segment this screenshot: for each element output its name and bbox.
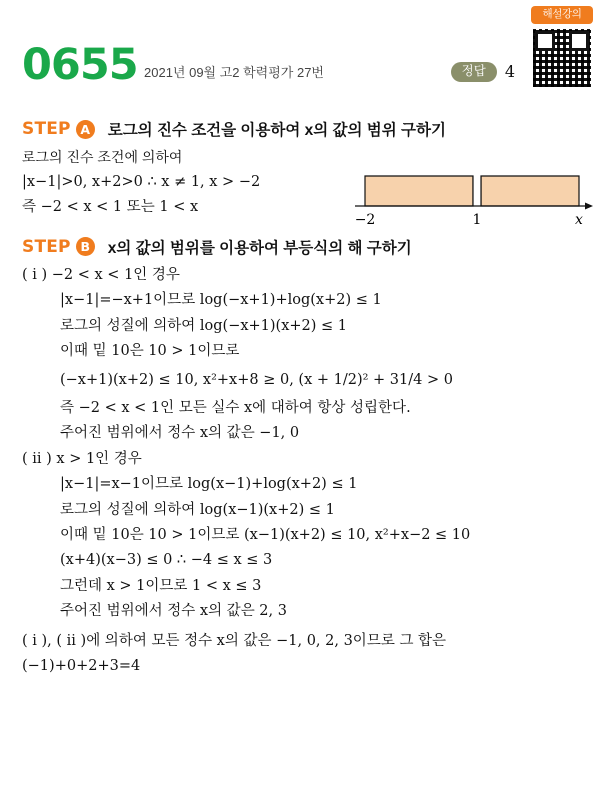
step-b-header: [22, 236, 593, 258]
conclusion-body: [22, 630, 593, 679]
answer-value: 4: [504, 62, 515, 82]
question-number: 0655: [22, 40, 138, 90]
case-1-heading: ( i ) −2 < x < 1인 경우: [22, 266, 180, 283]
case-2-line-1: |x−1|=x−1이므로 log(x−1)+log(x+2) ≤ 1: [60, 476, 358, 493]
step-a-title: 로그의 진수 조건을 이용하여 x의 값의 범위 구하기: [107, 122, 446, 139]
step-b-title: x의 값의 범위를 이용하여 부등식의 해 구하기: [107, 239, 412, 257]
exam-source: 2021년 09월 고2 학력평가 27번: [144, 65, 324, 80]
qr-code-icon[interactable]: [531, 27, 593, 89]
step-a-word: STEP: [22, 119, 71, 139]
shaded-region-right: [481, 176, 579, 206]
axis-arrow: [585, 203, 593, 210]
case-1-line-5: 즉 −2 < x < 1인 모든 실수 x에 대하여 항상 성립한다.: [60, 399, 411, 416]
case-1-line-3: 이때 밑 10은 10 > 1이므로: [60, 343, 240, 360]
case-1-line-6: 주어진 범위에서 정수 x의 값은 −1, 0: [60, 425, 300, 442]
case-2-line-6: 주어진 범위에서 정수 x의 값은 2, 3: [60, 603, 287, 620]
step-b-badge: B: [76, 237, 95, 256]
step-a-line-3: 즉 −2 < x < 1 또는 1 < x: [22, 199, 199, 216]
step-a-badge: A: [76, 120, 95, 139]
case-2-line-3: 이때 밑 10은 10 > 1이므로 (x−1)(x+2) ≤ 10, x²+x−2 ≤ 10: [60, 527, 471, 543]
axis-variable-label: x: [575, 212, 583, 228]
lecture-label: 해설강의: [531, 6, 593, 24]
lecture-qr-block[interactable]: [531, 6, 593, 89]
step-b-word: STEP: [22, 236, 71, 257]
step-a-line-2: |x−1|>0, x+2>0 ∴ x ≠ 1, x > −2: [22, 173, 261, 190]
step-a-line-1: 로그의 진수 조건에 의하여: [22, 149, 183, 165]
shaded-region-left: [365, 176, 473, 206]
answer-area: [451, 62, 515, 82]
case-2-line-5: 그런데 x > 1이므로 1 < x ≤ 3: [60, 577, 262, 594]
case-2-heading: ( ii ) x > 1인 경우: [22, 450, 142, 467]
case-1-line-4: (−x+1)(x+2) ≤ 10, x²+x+8 ≥ 0, (x + 1/2)² + 31/4 > 0: [60, 371, 453, 388]
step-a-header: [22, 118, 593, 140]
conclusion-line-1: ( i ), ( ii )에 의하여 모든 정수 x의 값은 −1, 0, 2, 3이므로 그 합은: [22, 632, 447, 649]
gap-region: [473, 176, 481, 206]
number-line-figure: [355, 168, 593, 230]
case-1-line-1: |x−1|=−x+1이므로 log(−x+1)+log(x+2) ≤ 1: [60, 292, 382, 309]
conclusion-line-2: (−1)+0+2+3=4: [22, 658, 141, 675]
case-1-line-2: 로그의 성질에 의하여 log(−x+1)(x+2) ≤ 1: [60, 317, 348, 334]
step-b-body: [22, 264, 593, 624]
case-2-line-2: 로그의 성질에 의하여 log(x−1)(x+2) ≤ 1: [60, 501, 335, 518]
page-header: [22, 0, 593, 108]
number-line-svg: [355, 168, 593, 230]
answer-label: 정답: [451, 62, 497, 82]
tick-label-minus2: −2: [355, 212, 376, 228]
case-2-line-4: (x+4)(x−3) ≤ 0 ∴ −4 ≤ x ≤ 3: [60, 552, 273, 569]
tick-label-one: 1: [472, 212, 482, 228]
